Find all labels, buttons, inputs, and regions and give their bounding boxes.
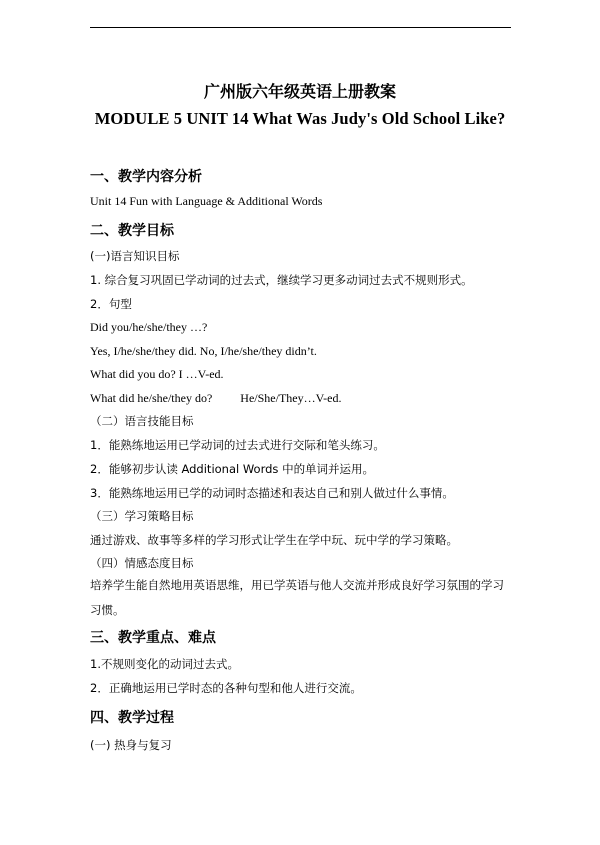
sentence-pattern-4 [90,391,342,406]
subheading-warmup: (一) 热身与复习 [90,738,172,752]
key-point-1: 1.不规则变化的动词过去式。 [90,657,239,671]
sentence-pattern-4-question: What did he/she/they do? [90,391,213,405]
sentence-pattern-3: What did you do? I …V-ed. [90,367,224,381]
header-rule [90,27,511,28]
subheading-knowledge: (一)语言知识目标 [90,249,180,263]
subheading-skills: （二）语言技能目标 [90,414,194,428]
objective-item-2: 2．句型 [90,297,132,311]
objective-item-1: 1. 综合复习巩固已学动词的过去式，继续学习更多动词过去式不规则形式。 [90,273,473,287]
skill-item-1: 1．能熟练地运用已学动词的过去式进行交际和笔头练习。 [90,438,385,452]
document-title-en: MODULE 5 UNIT 14 What Was Judy's Old School Like? [94,109,506,128]
sentence-pattern-4-answer: He/She/They…V-ed. [240,391,342,405]
skill-item-3: 3．能熟练地运用已学的动词时态描述和表达自己和别人做过什么事情。 [90,486,454,500]
attitude-text: 培养学生能自然地用英语思维，用已学英语与他人交流并形成良好学习氛围的学习习惯。 [90,578,504,617]
content-analysis-text: Unit 14 Fun with Language & Additional Words [90,194,323,208]
key-point-2: 2．正确地运用已学时态的各种句型和他人进行交流。 [90,681,362,695]
section-heading-process: 四、教学过程 [90,710,174,726]
skill-item-2: 2．能够初步认读 Additional Words 中的单词并运用。 [90,462,375,476]
sentence-pattern-1: Did you/he/she/they …? [90,320,208,334]
document-title-cn: 广州版六年级英语上册教案 [203,82,396,101]
strategy-text: 通过游戏、故事等多样的学习形式让学生在学中玩、玩中学的学习策略。 [90,533,458,547]
section-heading-key-points: 三、教学重点、难点 [90,630,216,646]
subheading-attitude: （四）情感态度目标 [90,556,194,570]
section-heading-content-analysis: 一、教学内容分析 [90,169,202,185]
subheading-strategy: （三）学习策略目标 [90,509,194,523]
section-heading-objectives: 二、教学目标 [90,223,174,239]
sentence-pattern-2: Yes, I/he/she/they did. No, I/he/she/they didn’t. [90,344,317,358]
